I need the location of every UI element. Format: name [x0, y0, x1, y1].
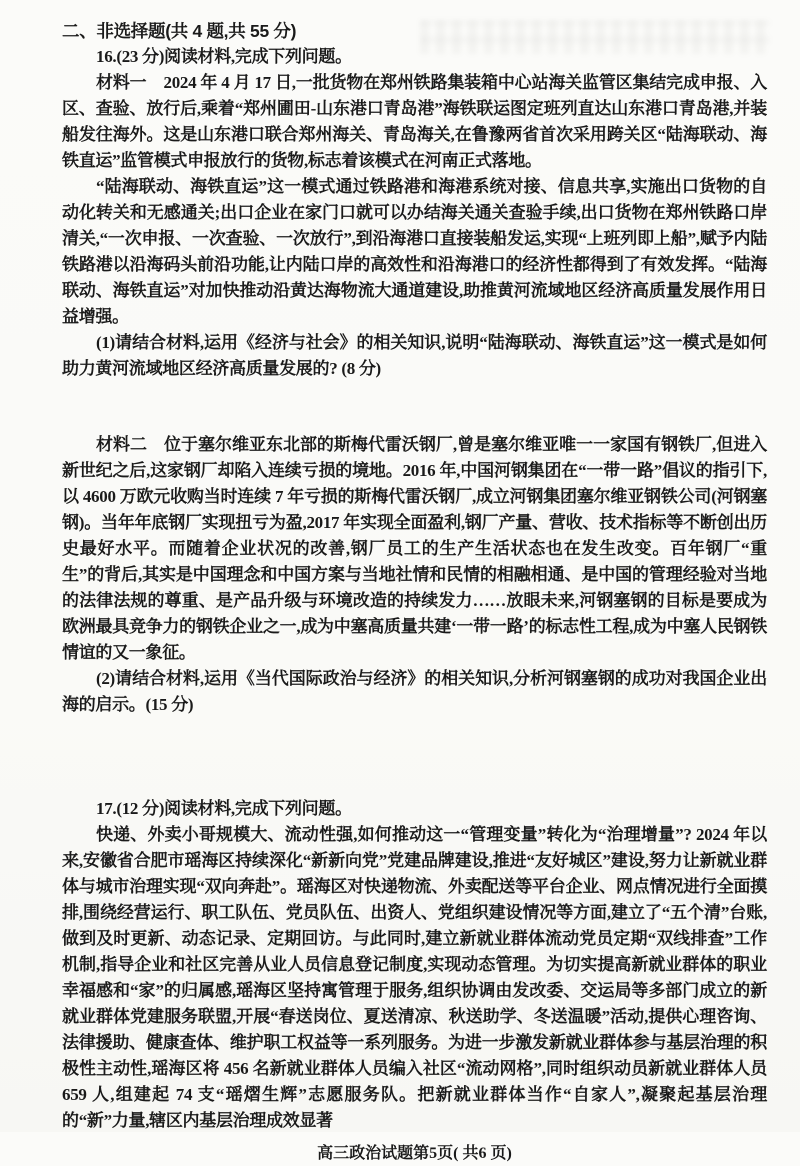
material-2-paragraph-1 [62, 432, 767, 666]
page-footer: 高三政治试题第5页( 共6 页) [317, 1145, 512, 1162]
material-1-text: 2024 年 4 月 17 日,一批货物在郑州铁路集装箱中心站海关监管区集结完成申报、入区、查验、放行后,乘着“郑州圃田-山东港口青岛港”海铁联运图定班列直达山东港口青岛港,并装船发往海外。这是山东港口联合郑州海关、青岛海关,在鲁豫两省首次采用跨关区“陆海联动、海铁直运”监管模式申报放行的货物,标志着该模式在河南正式落地。 [62, 73, 767, 170]
question-17-title: 17.(12 分)阅读材料,完成下列问题。 [96, 799, 352, 818]
question-17-paragraph-1: 快递、外卖小哥规模大、流动性强,如何推动这一“管理变量”转化为“治理增量”? 2024 年以来,安徽省合肥市瑶海区持续深化“新新向党”党建品牌建设,推进“友好城区”建设,努力让新就业群体与城市治理实现“双向奔赴”。瑶海区对快递物流、外卖配送等平台企业、网点情况进行全面摸排,围绕经营运行、职工队伍、党员队伍、出资人、党组织建设情况等方面,建立了“五个清”台账,做到及时更新、动态记录、定期回访。与此同时,建立新就业群体流动党员定期“双线排查”工作机制,指导企业和社区完善从业人员信息登记制度,实现动态管理。为切实提高新就业群体的职业幸福感和“家”的归属感,瑶海区坚持寓管理于服务,组织协调由发改委、交运局等多部门成立的新就业群体党建服务联盟,开展“春送岗位、夏送清凉、秋送助学、冬送温暖”活动,提供心理咨询、法律援助、健康查体、维护职工权益等一系列服务。为进一步激发新就业群体参与基层治理的积极性主动性,瑶海区将 456 名新就业群体人员编入社区“流动网格”,同时组织动员新就业群体人员 659 人,组建起 74 支“瑶熠生辉”志愿服务队。把新就业群体当作“自家人”,凝聚起基层治理的“新”力量,辖区内基层治理成效显著 [62, 825, 767, 1130]
material-2-label: 材料二 [96, 435, 147, 454]
material-1-label: 材料一 [96, 73, 147, 92]
question-16-subquestion-1: (1)请结合材料,运用《经济与社会》的相关知识,说明“陆海联动、海铁直运”这一模式是如何助力黄河流域地区经济高质量发展的? (8 分) [62, 333, 767, 378]
question-16-subquestion-2: (2)请结合材料,运用《当代国际政治与经济》的相关知识,分析河钢塞钢的成功对我国企业出海的启示。(15 分) [62, 669, 767, 714]
material-1-paragraph-1 [62, 70, 767, 174]
question-16 [62, 44, 767, 718]
section-header: 二、非选择题(共 4 题,共 55 分) [62, 21, 297, 41]
question-17 [62, 796, 767, 1134]
question-16-title: 16.(23 分)阅读材料,完成下列问题。 [96, 47, 352, 66]
material-1-paragraph-2: “陆海联动、海铁直运”这一模式通过铁路港和海港系统对接、信息共享,实施出口货物的自动化转关和无感通关;出口企业在家门口就可以办结海关通关查验手续,出口货物在郑州铁路口岸清关,“一次申报、一次查验、一次放行”,到沿海港口直接装船发运,实现“上班列即上船”,赋予内陆铁路港以沿海码头前沿功能,让内陆口岸的高效性和沿海港口的经济性都得到了有效发挥。“陆海联动、海铁直运”对加快推动沿黄达海物流大通道建设,助推黄河流域地区经济高质量发展作用日益增强。 [62, 177, 767, 326]
answer-space [62, 718, 767, 796]
answer-space [62, 382, 767, 432]
material-2-text: 位于塞尔维亚东北部的斯梅代雷沃钢厂,曾是塞尔维亚唯一一家国有钢铁厂,但进入新世纪之后,这家钢厂却陷入连续亏损的境地。2016 年,中国河钢集团在“一带一路”倡议的指引下,以 4600 万欧元收购当时连续 7 年亏损的斯梅代雷沃钢厂,成立河钢集团塞尔维亚钢铁公司(河钢塞钢)。当年年底钢厂实现扭亏为盈,2017 年实现全面盈利,钢厂产量、营收、技术指标等不断创出历史最好水平。而随着企业状况的改善,钢厂员工的生产生活状态也在发生改变。百年钢厂“重生”的背后,其实是中国理念和中国方案与当地社情和民情的相融相通、是中国的管理经验对当地的法律法规的尊重、是产品升级与环境改造的持续发力……放眼未来,河钢塞钢的目标是要成为欧洲最具竞争力的钢铁企业之一,成为中塞高质量共建‘一带一路’的标志性工程,成为中塞人民钢铁情谊的又一象征。 [62, 435, 767, 662]
